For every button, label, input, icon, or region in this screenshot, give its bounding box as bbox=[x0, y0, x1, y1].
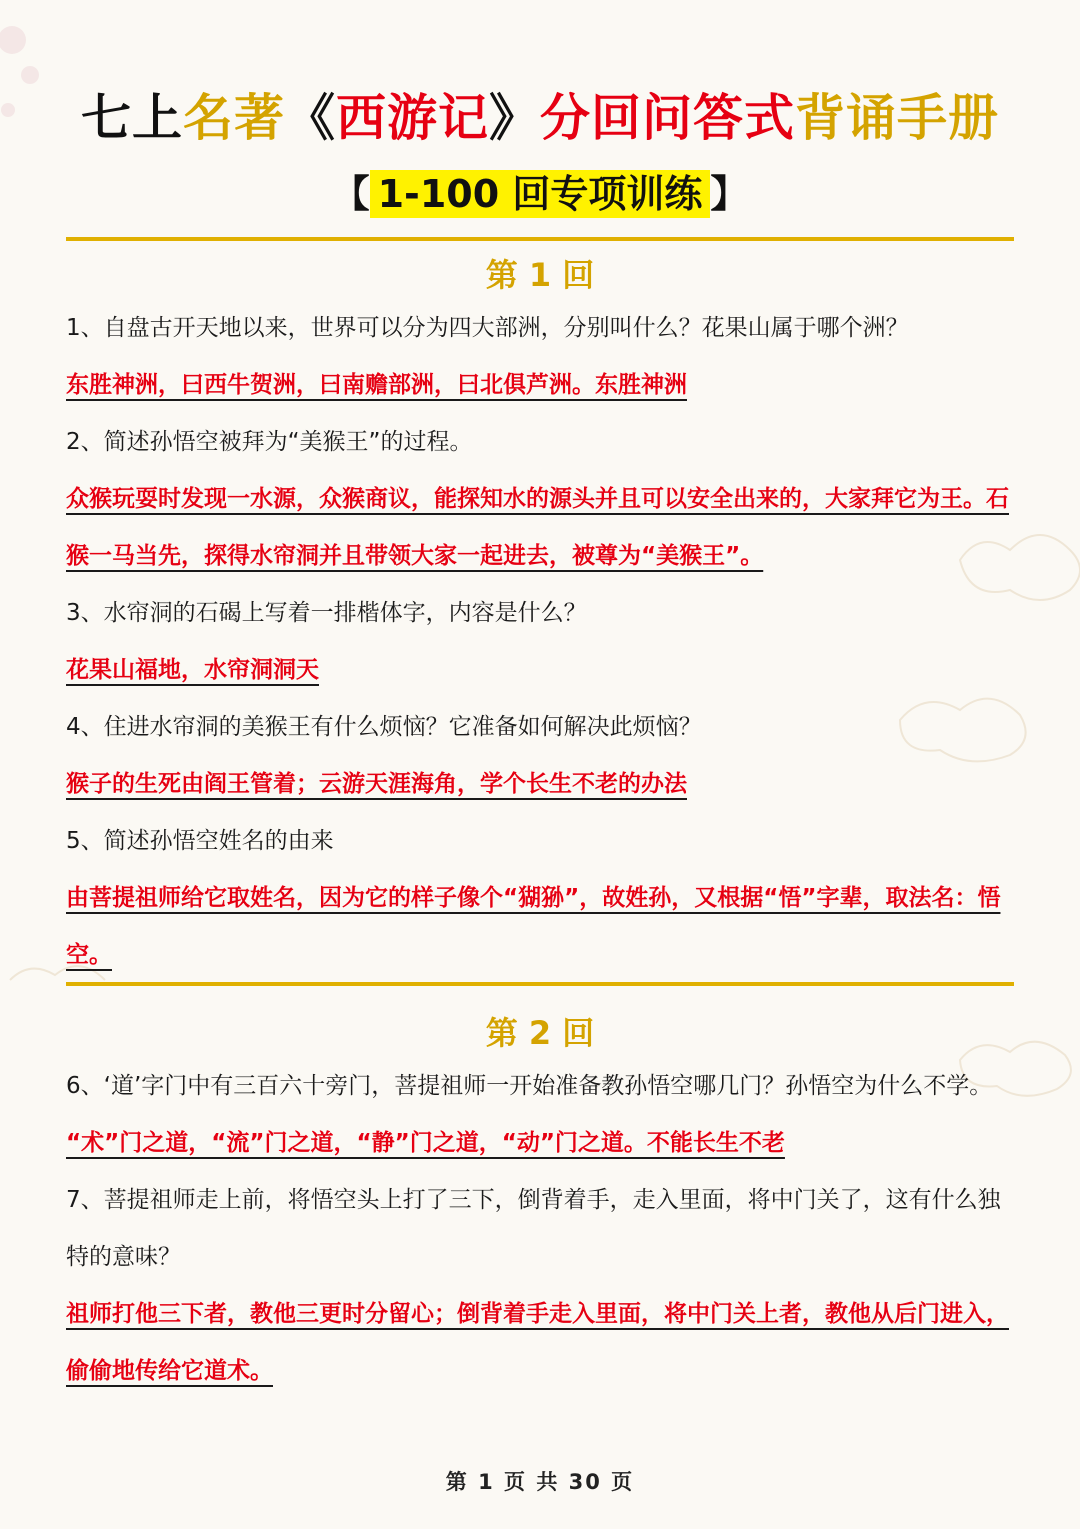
question-3: 3、水帘洞的石碣上写着一排楷体字，内容是什么？ bbox=[66, 600, 587, 626]
answer-text: 东胜神洲，曰西牛贺洲，曰南赡部洲，曰北俱芦洲。东胜神洲 bbox=[66, 372, 687, 398]
answer-text: 由菩提祖师给它取姓名，因为它的样子像个“猢狲”，故姓孙，又根据“悟”字辈，取法名：悟空。 bbox=[66, 885, 1001, 968]
question-5: 5、简述孙悟空姓名的由来 bbox=[66, 828, 334, 854]
section-2-content bbox=[66, 1058, 1016, 1400]
answer-6 bbox=[66, 1115, 1016, 1172]
answer-text: 祖师打他三下者，教他三更时分留心；倒背着手走入里面，将中门关上者，教他从后门进入，偷偷地传给它道术。 bbox=[66, 1301, 1009, 1384]
question-6: 6、‘道’字门中有三百六十旁门，菩提祖师一开始准备教孙悟空哪几门？孙悟空为什么不学。 bbox=[66, 1073, 993, 1099]
title-part: 》 bbox=[489, 89, 540, 147]
section-1-content bbox=[66, 300, 1016, 984]
divider bbox=[66, 237, 1014, 241]
answer-text: “术”门之道，“流”门之道，“静”门之道，“动”门之道。不能长生不老 bbox=[66, 1130, 785, 1156]
title-part: 背诵手册 bbox=[795, 89, 999, 147]
subtitle-bracket-right: 】 bbox=[710, 172, 749, 216]
section-title-1: 第 1 回 bbox=[485, 256, 595, 294]
page-footer: 第 1 页 共 30 页 bbox=[445, 1470, 635, 1494]
answer-2 bbox=[66, 471, 1016, 585]
answer-1 bbox=[66, 357, 1016, 414]
page-title bbox=[0, 78, 1080, 150]
question-2: 2、简述孙悟空被拜为“美猴王”的过程。 bbox=[66, 429, 473, 455]
answer-5 bbox=[66, 870, 1016, 984]
title-part: 名著 bbox=[183, 89, 285, 147]
subtitle-highlight: 1-100 回专项训练 bbox=[370, 170, 711, 218]
title-part: 分回问答式 bbox=[540, 89, 795, 147]
answer-text: 众猴玩耍时发现一水源，众猴商议，能探知水的源头并且可以安全出来的，大家拜它为王。石猴一马当先，探得水帘洞并且带领大家一起进去，被尊为“美猴王”。 bbox=[66, 486, 1009, 569]
answer-4 bbox=[66, 756, 1016, 813]
title-part: 西游记 bbox=[336, 89, 489, 147]
subtitle-bracket-left: 【 bbox=[331, 172, 370, 216]
answer-7 bbox=[66, 1286, 1016, 1400]
question-7: 7、菩提祖师走上前，将悟空头上打了三下，倒背着手，走入里面，将中门关了，这有什么独特的意味？ bbox=[66, 1187, 1001, 1270]
answer-3 bbox=[66, 642, 1016, 699]
subtitle bbox=[0, 163, 1080, 218]
divider bbox=[66, 982, 1014, 986]
answer-text: 花果山福地，水帘洞洞天 bbox=[66, 657, 319, 683]
question-1: 1、自盘古开天地以来，世界可以分为四大部洲，分别叫什么？花果山属于哪个洲？ bbox=[66, 315, 909, 341]
answer-text: 猴子的生死由阎王管着；云游天涯海角，学个长生不老的办法 bbox=[66, 771, 687, 797]
section-title-2: 第 2 回 bbox=[485, 1014, 595, 1052]
title-part: 七上 bbox=[81, 89, 183, 147]
question-4: 4、住进水帘洞的美猴王有什么烦恼？它准备如何解决此烦恼？ bbox=[66, 714, 702, 740]
title-part: 《 bbox=[285, 89, 336, 147]
